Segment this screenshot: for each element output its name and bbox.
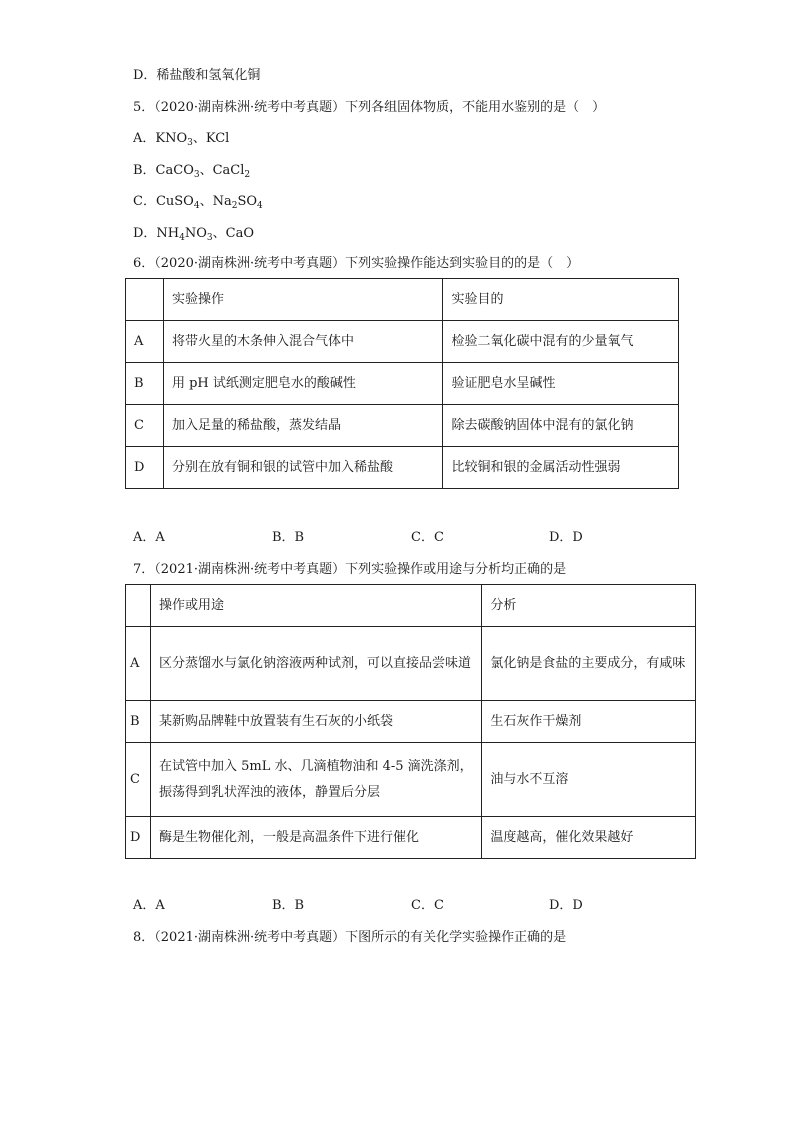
table-cell: C [126, 743, 151, 817]
table-cell: 油与水不互溶 [482, 743, 696, 817]
table-cell: C [126, 405, 164, 447]
table-cell: A [126, 627, 151, 701]
q7-choices [133, 896, 693, 916]
table-cell: 分别在放有铜和银的试管中加入稀盐酸 [163, 447, 442, 489]
table-row [126, 817, 696, 859]
table-row [126, 321, 679, 363]
table-cell: 实验目的 [443, 279, 679, 321]
table-row [126, 743, 696, 817]
choice-a: A．A [133, 898, 165, 913]
q7-table [125, 584, 696, 859]
q5-option-a: A．$KNO_3$、KCl [133, 131, 230, 148]
choice-c: C．C [411, 530, 444, 545]
table-cell: D [126, 817, 151, 859]
q5-stem: 5．（2020·湖南株洲·统考中考真题）下列各组固体物质，不能用水鉴别的是（ ） [133, 100, 606, 115]
table-cell [126, 279, 164, 321]
table-cell: 氯化钠是食盐的主要成分，有咸味 [482, 627, 696, 701]
table-cell: 实验操作 [163, 279, 442, 321]
table-cell: 除去碳酸钠固体中混有的氯化钠 [443, 405, 679, 447]
choice-b: B．B [272, 530, 305, 545]
table-row [126, 363, 679, 405]
table-cell: B [126, 701, 151, 743]
q6-table [125, 278, 679, 489]
table-cell: 加入足量的稀盐酸，蒸发结晶 [163, 405, 442, 447]
table-header-row [126, 585, 696, 627]
choice-b: B．B [272, 898, 305, 913]
table-cell: B [126, 363, 164, 405]
table-cell: 生石灰作干燥剂 [482, 701, 696, 743]
q5-option-c: C．CuSO$_4$、$Na_2SO_4$ [133, 194, 263, 211]
q6-stem: 6．（2020·湖南株洲·统考中考真题）下列实验操作能达到实验目的的是（ ） [133, 256, 580, 271]
table-cell: D [126, 447, 164, 489]
q5-option-d: D．$NH_4NO_3$、CaO [133, 226, 255, 243]
q4-option-d: D．稀盐酸和氢氧化铜 [133, 68, 261, 83]
table-cell: 操作或用途 [150, 585, 481, 627]
table-cell: 在试管中加入 5mL 水、几滴植物油和 4-5 滴洗涤剂，振荡得到乳状浑浊的液体，静置后分层 [150, 743, 481, 817]
q7-stem: 7．（2021·湖南株洲·统考中考真题）下列实验操作或用途与分析均正确的是 [133, 562, 567, 577]
table-row [126, 447, 679, 489]
table-cell: 区分蒸馏水与氯化钠溶液两种试剂，可以直接品尝味道 [150, 627, 481, 701]
table-cell: 比较铜和银的金属活动性强弱 [443, 447, 679, 489]
choice-c: C．C [411, 898, 444, 913]
q5-option-b: B．CaCO$_3$、CaCl$_2$ [133, 163, 251, 180]
choice-d: D．D [549, 898, 583, 913]
table-cell: 分析 [482, 585, 696, 627]
table-cell: 某新购品牌鞋中放置装有生石灰的小纸袋 [150, 701, 481, 743]
q6-choices [133, 528, 693, 548]
choice-a: A．A [133, 530, 165, 545]
table-cell: 温度越高，催化效果越好 [482, 817, 696, 859]
choice-d: D．D [549, 530, 583, 545]
table-cell: 检验二氧化碳中混有的少量氧气 [443, 321, 679, 363]
table-row [126, 627, 696, 701]
table-cell: 用 pH 试纸测定肥皂水的酸碱性 [163, 363, 442, 405]
table-cell: 验证肥皂水呈碱性 [443, 363, 679, 405]
q8-stem: 8．（2021·湖南株洲·统考中考真题）下图所示的有关化学实验操作正确的是 [133, 930, 567, 945]
table-header-row [126, 279, 679, 321]
table-row [126, 405, 679, 447]
table-row [126, 701, 696, 743]
table-cell [126, 585, 151, 627]
table-cell: 酶是生物催化剂，一般是高温条件下进行催化 [150, 817, 481, 859]
table-cell: 将带火星的木条伸入混合气体中 [163, 321, 442, 363]
table-cell: A [126, 321, 164, 363]
